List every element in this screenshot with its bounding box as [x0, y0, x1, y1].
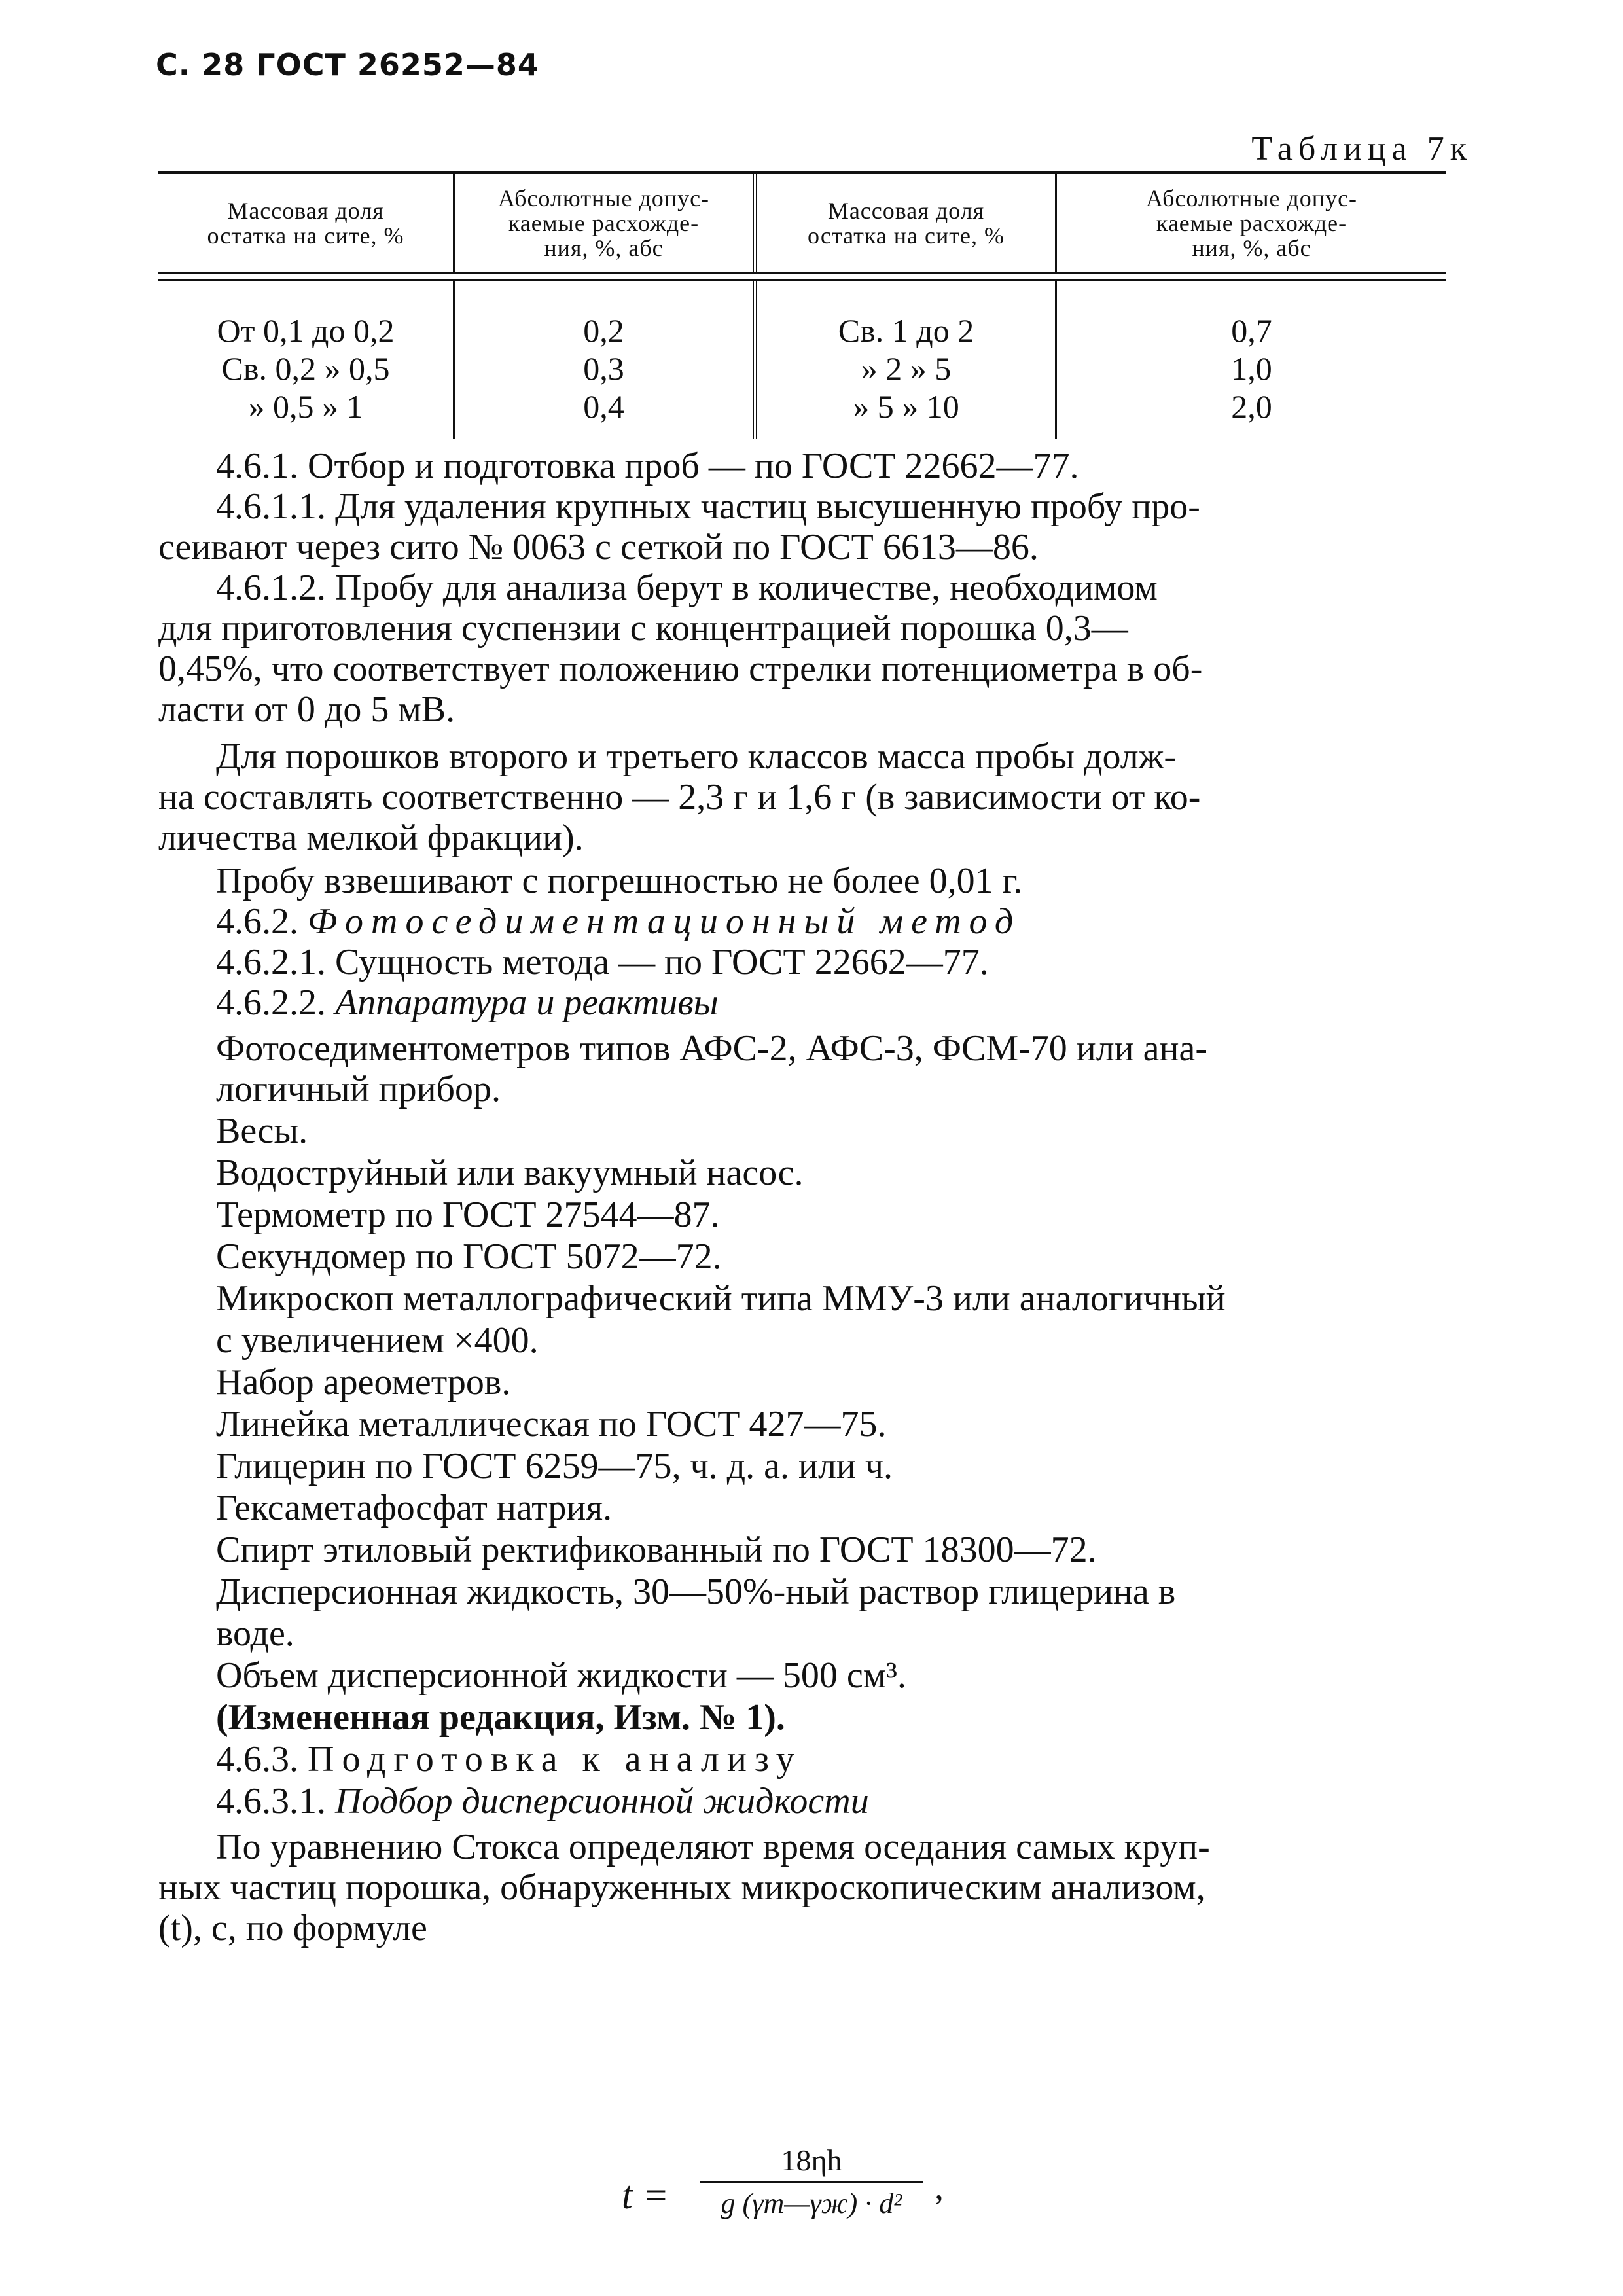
body-cell-3	[753, 281, 1055, 439]
text-line: личества мелкой фракции).	[158, 817, 584, 858]
tolerance-table	[158, 171, 1446, 439]
table-cell: 2,0	[1231, 388, 1272, 425]
table-cell: » 2 » 5	[861, 350, 952, 387]
body-cell-4	[1055, 281, 1446, 439]
text-line: ласти от 0 до 5 мВ.	[158, 689, 455, 730]
text-line: Набор ареометров.	[216, 1362, 511, 1403]
text-line: Весы.	[216, 1111, 308, 1151]
text-line: Спирт этиловый ректификованный по ГОСТ 18300—72.	[216, 1530, 1097, 1570]
text-line: Для порошков второго и третьего классов масса пробы долж-	[216, 736, 1177, 777]
text-line: (t), с, по формуле	[158, 1908, 427, 1948]
table-cell: 1,0	[1231, 350, 1272, 387]
body-cell-1	[158, 281, 453, 439]
body-cell-2	[453, 281, 753, 439]
text-line: Линейка металлическая по ГОСТ 427—75.	[216, 1404, 887, 1444]
table-cell: » 5 » 10	[853, 388, 959, 425]
text-line: 4.6.1.2. Пробу для анализа берут в количестве, необходимом	[216, 567, 1158, 608]
page-number: С. 28	[156, 47, 245, 82]
text-line: Термометр по ГОСТ 27544—87.	[216, 1194, 720, 1235]
table-header-row	[158, 174, 1446, 272]
table-cell: Св. 1 до 2	[838, 312, 974, 349]
text-line: ных частиц порошка, обнаруженных микроскопическим анализом,	[158, 1867, 1205, 1908]
text-line: По уравнению Стокса определяют время оседания самых круп-	[216, 1827, 1210, 1867]
text-line: 4.6.1. Отбор и подготовка проб — по ГОСТ 22662—77.	[216, 446, 1079, 486]
text-line: Глицерин по ГОСТ 6259—75, ч. д. а. или ч.	[216, 1446, 893, 1486]
text-line: 0,45%, что соответствует положению стрелки потенциометра в об-	[158, 649, 1203, 689]
table-cell: От 0,1 до 0,2	[217, 312, 395, 349]
formula-comma: ,	[935, 2167, 944, 2208]
section-heading-4-6-2: 4.6.2. Фотоседиментационный метод	[216, 901, 1022, 942]
table-cell: Св. 0,2 » 0,5	[221, 350, 390, 387]
table-cell: 0,4	[583, 388, 624, 425]
text-line: для приготовления суспензии с концентрацией порошка 0,3—	[158, 608, 1128, 649]
text-line: Микроскоп металлографический типа ММУ-3 или аналогичный	[216, 1278, 1226, 1319]
section-heading-4-6-2-2: 4.6.2.2. Аппаратура и реактивы	[216, 982, 719, 1023]
standard-number: ГОСТ 26252—84	[256, 47, 539, 82]
stokes-formula	[622, 2140, 1014, 2232]
header-cell-2: Абсолютные допус- каемые расхожде- ния, %, абс	[453, 174, 753, 272]
text-line: на составлять соответственно — 2,3 г и 1,6 г (в зависимости от ко-	[158, 777, 1201, 817]
text-line: Гексаметафосфат натрия.	[216, 1488, 613, 1528]
formula-numerator: 18ηh	[781, 2144, 842, 2177]
table-cell: 0,7	[1231, 312, 1272, 349]
table-body-row	[158, 281, 1446, 439]
amendment-note: (Измененная редакция, Изм. № 1).	[216, 1697, 785, 1738]
text-line: логичный прибор.	[216, 1069, 501, 1109]
page-header	[156, 47, 539, 82]
formula-denominator: g (γт—γж) · d²	[721, 2187, 902, 2219]
formula-lhs: t =	[622, 2174, 669, 2217]
table-cell: 0,3	[583, 350, 624, 387]
text-line: Секундомер по ГОСТ 5072—72.	[216, 1236, 722, 1277]
text-line: Водоструйный или вакуумный насос.	[216, 1153, 804, 1193]
header-cell-3: Массовая доля остатка на сите, %	[753, 174, 1055, 272]
table-cell: » 0,5 » 1	[248, 388, 363, 425]
table-cell: 0,2	[583, 312, 624, 349]
text-line: 4.6.2.1. Сущность метода — по ГОСТ 22662—77.	[216, 942, 989, 982]
text-line: с увеличением ×400.	[216, 1320, 539, 1361]
table-header-rule	[158, 272, 1446, 274]
text-line: Пробу взвешивают с погрешностью не более 0,01 г.	[216, 861, 1023, 901]
table-caption: Таблица 7к	[1251, 130, 1472, 168]
text-line: 4.6.1.1. Для удаления крупных частиц высушенную пробу про-	[216, 486, 1200, 527]
formula-fraction	[700, 2140, 923, 2225]
section-heading-4-6-3: 4.6.3. Подготовка к анализу	[216, 1739, 802, 1780]
text-line: Фотоседиментометров типов АФС-2, АФС-3, ФСМ-70 или ана-	[216, 1028, 1207, 1069]
text-line: воде.	[216, 1613, 294, 1654]
text-line: сеивают через сито № 0063 с сеткой по ГОСТ 6613—86.	[158, 527, 1039, 567]
header-cell-1: Массовая доля остатка на сите, %	[207, 198, 404, 249]
header-cell-4: Абсолютные допус- каемые расхожде- ния, %, абс	[1055, 174, 1446, 272]
section-heading-4-6-3-1: 4.6.3.1. Подбор дисперсионной жидкости	[216, 1781, 869, 1821]
text-line: Объем дисперсионной жидкости — 500 см³.	[216, 1655, 906, 1696]
text-line: Дисперсионная жидкость, 30—50%-ный раствор глицерина в	[216, 1571, 1176, 1612]
